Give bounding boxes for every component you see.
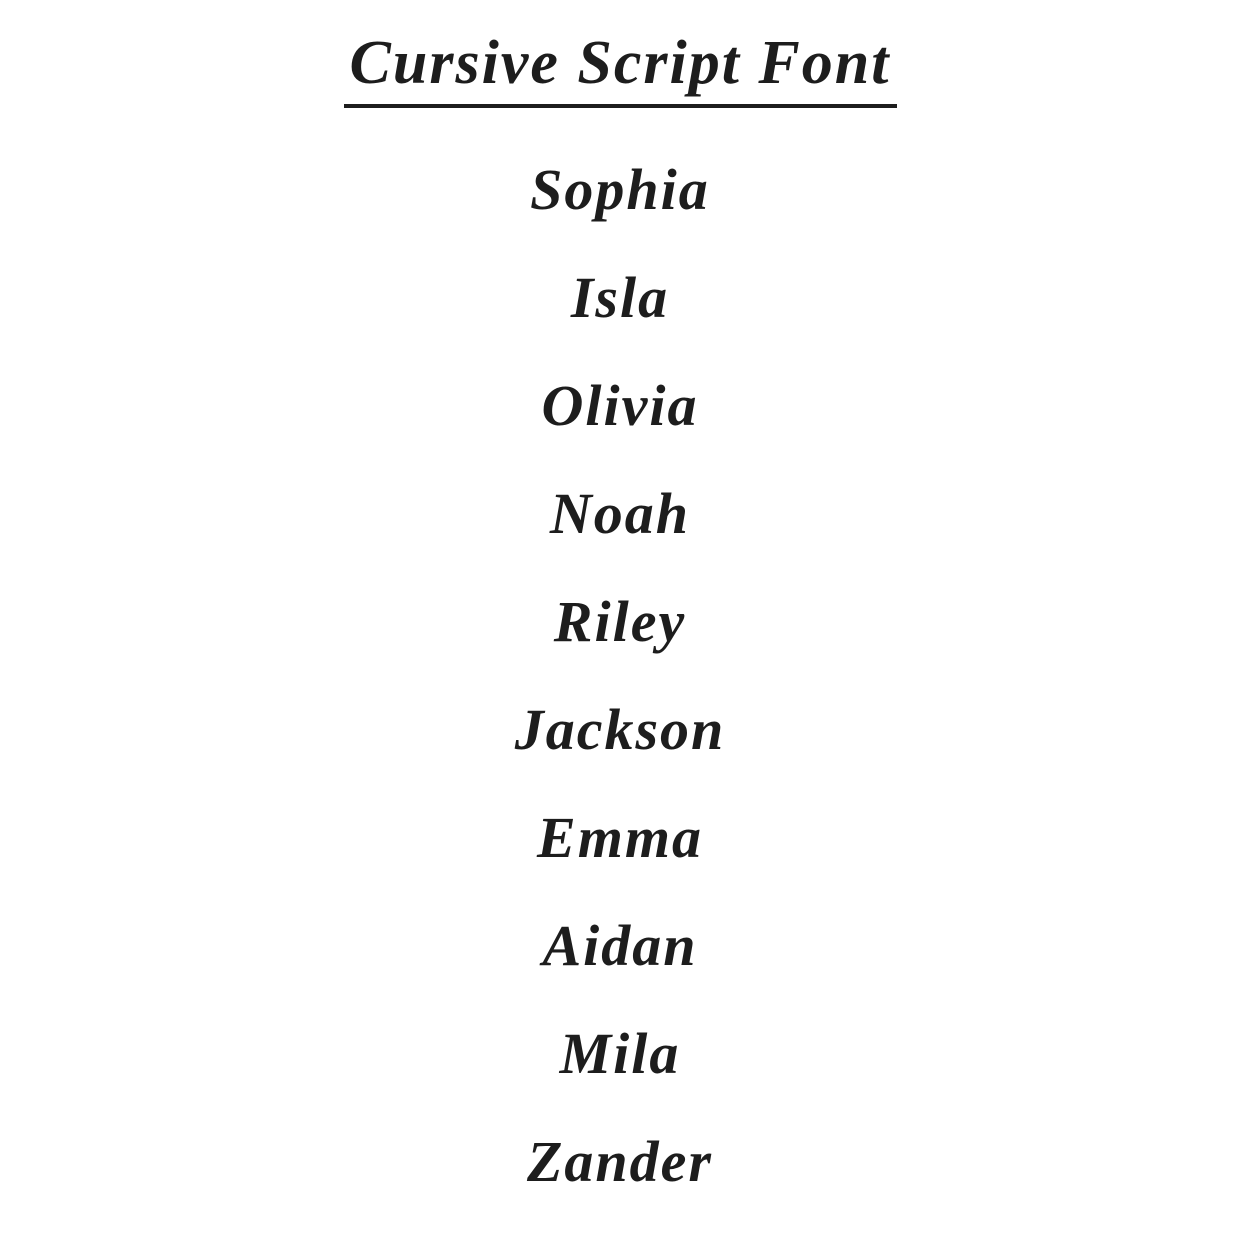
font-sample-name-olivia: Olivia <box>541 373 699 438</box>
font-sample-name-riley: Riley <box>553 589 687 654</box>
font-sample-name-aidan: Aidan <box>542 913 698 978</box>
font-sample-name-noah: Noah <box>549 481 691 546</box>
font-sample-name-jackson: Jackson <box>514 697 726 762</box>
font-sample-name-isla: Isla <box>570 265 670 330</box>
font-sample-name-mila: Mila <box>559 1021 681 1086</box>
font-sample-name-emma: Emma <box>537 805 703 870</box>
font-sample-name-sophia: Sophia <box>530 157 710 222</box>
name-list <box>515 136 726 1216</box>
font-sample-name-zander: Zander <box>526 1129 713 1194</box>
page-title: Cursive Script Font <box>344 26 897 108</box>
